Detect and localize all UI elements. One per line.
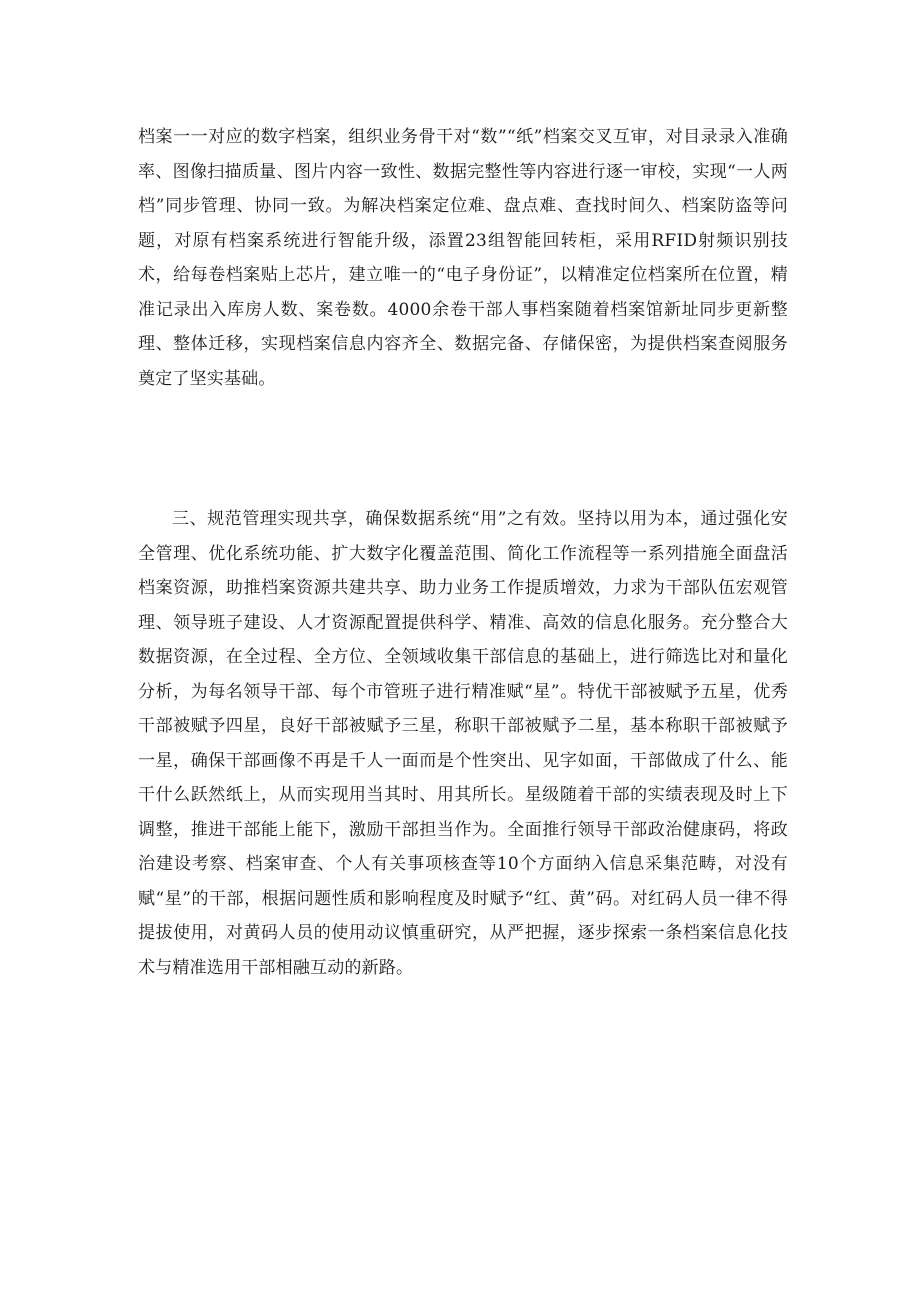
body-paragraph-section-three: 三、规范管理实现共享，确保数据系统“用”之有效。坚持以用为本，通过强化安全管理、优化系统功能、扩大数字化覆盖范围、简化工作流程等一系列措施全面盘活档案资源，助推档案资源共建共享、助力业务工作提质增效，力求为干部队伍宏观管理、领导班子建设、人才资源配置提供科学、精准、高效的信息化服务。充分整合大数据资源，在全过程、全方位、全领域收集干部信息的基础上，进行筛选比对和量化分析，为每名领导干部、每个市管班子进行精准赋“星”。特优干部被赋予五星，优秀干部被赋予四星，良好干部被赋予三星，称职干部被赋予二星，基本称职干部被赋予一星，确保干部画像不再是千人一面而是个性突出、见字如面，干部做成了什么、能干什么跃然纸上，从而实现用当其时、用其所长。星级随着干部的实绩表现及时上下调整，推进干部能上能下，激励干部担当作为。全面推行领导干部政治健康码，将政治建设考察、档案审查、个人有关事项核查等10个方面纳入信息采集范畴，对没有赋“星”的干部，根据问题性质和影响程度及时赋予“红、黄”码。对红码人员一律不得提拔使用，对黄码人员的使用动议慎重研究，从严把握，逐步探索一条档案信息化技术与精准选用干部相融互动的新路。 [138, 509, 788, 978]
body-paragraph-continued: 档案一一对应的数字档案，组织业务骨干对“数”“纸”档案交叉互审，对目录录入准确率、图像扫描质量、图片内容一致性、数据完整性等内容进行逐一审校，实现“一人两档”同步管理、协同一致。为解决档案定位难、盘点难、查找时间久、档案防盗等问题，对原有档案系统进行智能升级，添置23组智能回转柜，采用RFID射频识别技术，给每卷档案贴上芯片，建立唯一的“电子身份证”，以精准定位档案所在位置，精准记录出入库房人数、案卷数。4000余卷干部人事档案随着档案馆新址同步更新整理、整体迁移，实现档案信息内容齐全、数据完备、存储保密，为提供档案查阅服务奠定了坚实基础。 [138, 127, 788, 389]
